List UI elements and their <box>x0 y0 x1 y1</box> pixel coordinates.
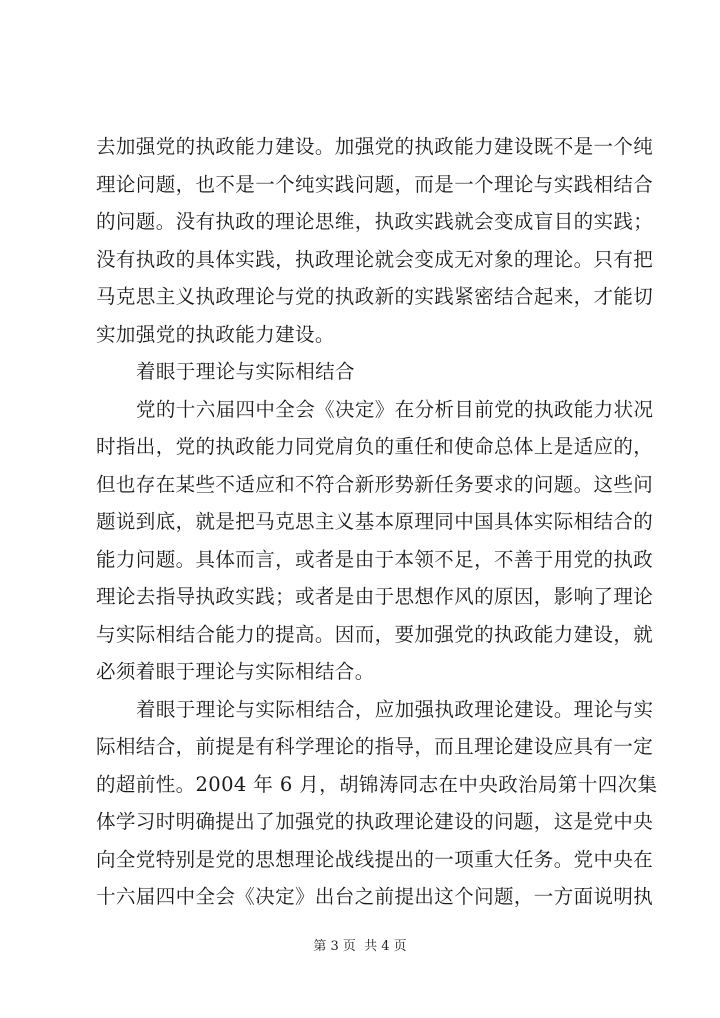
text-line: 没有执政的具体实践，执政理论就会变成无对象的理论。只有把 <box>96 247 654 271</box>
text-line: 时指出，党的执政能力同党肩负的重任和使命总体上是适应的， <box>96 435 654 458</box>
text-line: 与实际相结合能力的提高。因而，要加强党的执政能力建设，就 <box>96 622 654 646</box>
text-line: 党的十六届四中全会《决定》在分析目前党的执政能力状况 <box>136 397 654 421</box>
text-line: 向全党特别是党的思想理论战线提出的一项重大任务。党中央在 <box>96 847 654 871</box>
text-line: 的问题。没有执政的理论思维，执政实践就会变成盲目的实践； <box>96 210 654 233</box>
text-line: 理论去指导执政实践；或者是由于思想作风的原因，影响了理论 <box>96 585 654 608</box>
page-footer <box>0 938 720 956</box>
text-line: 际相结合，前提是有科学理论的指导，而且理论建设应具有一定 <box>96 735 654 758</box>
text-line: 马克思主义执政理论与党的执政新的实践紧密结合起来，才能切 <box>96 285 654 308</box>
text-line: 十六届四中全会《决定》出台之前提出这个问题，一方面说明执 <box>96 885 654 908</box>
section-heading: 着眼于理论与实际相结合 <box>136 360 355 383</box>
text-line: 能力问题。具体而言，或者是由于本领不足，不善于用党的执政 <box>96 547 654 571</box>
page-number: 第 3 页 共 4 页 <box>313 939 407 954</box>
text-line: 题说到底，就是把马克思主义基本原理同中国具体实际相结合的 <box>96 510 654 533</box>
text-line: 理论问题，也不是一个纯实践问题，而是一个理论与实践相结合 <box>96 172 654 196</box>
body-text <box>96 128 658 916</box>
text-line: 去加强党的执政能力建设。加强党的执政能力建设既不是一个纯 <box>96 135 654 158</box>
text-line: 体学习时明确提出了加强党的执政理论建设的问题，这是党中央 <box>96 810 654 833</box>
text-line: 着眼于理论与实际相结合，应加强执政理论建设。理论与实 <box>136 697 654 721</box>
text-line: 必须着眼于理论与实际相结合。 <box>96 660 375 683</box>
text-line: 的超前性。2004 年 6 月，胡锦涛同志在中央政治局第十四次集 <box>96 772 658 796</box>
text-line: 实加强党的执政能力建设。 <box>96 322 335 346</box>
text-line: 但也存在某些不适应和不符合新形势新任务要求的问题。这些问 <box>96 472 654 496</box>
